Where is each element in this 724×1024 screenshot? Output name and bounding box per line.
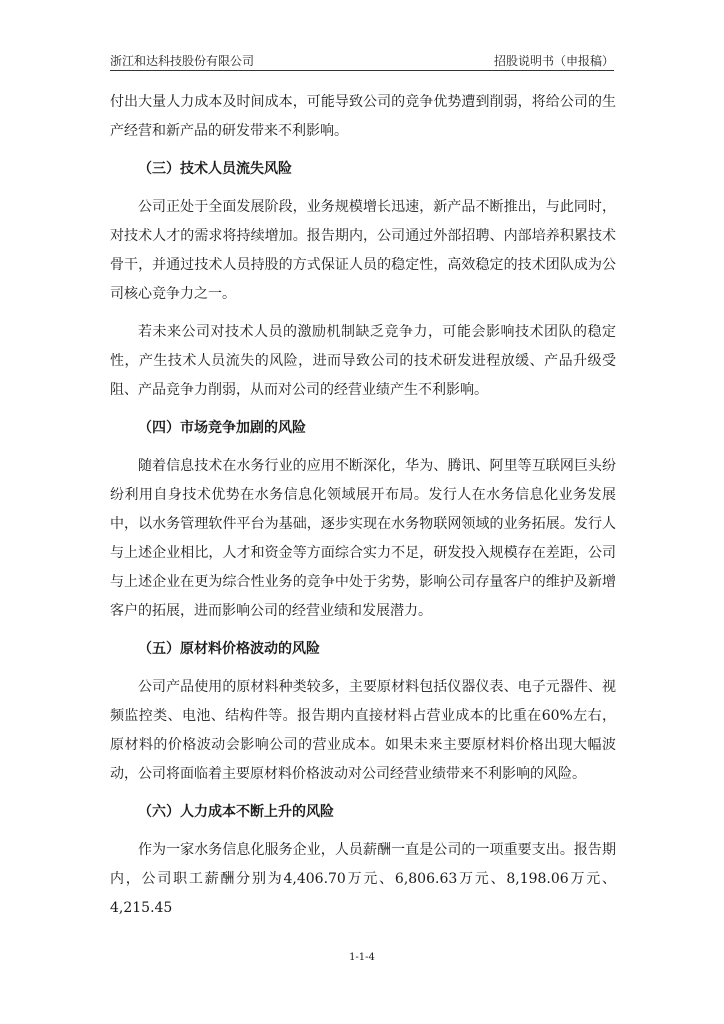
paragraph: 若未来公司对技术人员的激励机制缺乏竞争力，可能会影响技术团队的稳定性，产生技术人员流失的风险，进而导致公司的技术研发进程放缓、产品升级受阻、产品竞争力削弱，从而对公司的经营业绩产生不利影响。: [110, 324, 616, 398]
paragraph: 作为一家水务信息化服务企业，人员薪酬一直是公司的一项重要支出。报告期内，公司职工薪酬分别为4,406.70万元、6,806.63万元、8,198.06万元、4,215.45: [110, 842, 616, 916]
heading-market-competition-risk: （四）市场竞争加剧的风险: [138, 420, 306, 436]
heading-tech-staff-loss-risk: （三）技术人员流失风险: [138, 161, 292, 177]
header-company-name: 浙江和达科技股份有限公司: [110, 54, 255, 68]
page-header: [110, 52, 614, 70]
heading-labor-cost-risk: （六）人力成本不断上升的风险: [138, 804, 334, 820]
page-number: 1-1-4: [349, 952, 375, 963]
page-body: [110, 88, 616, 932]
header-document-title: 招股说明书（申报稿）: [493, 54, 614, 68]
paragraph: 随着信息技术在水务行业的应用不断深化，华为、腾讯、阿里等互联网巨头纷纷利用自身技术优势在水务信息化领域展开布局。发行人在水务信息化业务发展中，以水务管理软件平台为基础，逐步实现在水务物联网领域的业务拓展。发行人与上述企业相比，人才和资金等方面综合实力不足，研发投入规模存在差距，公司与上述企业在更为综合性业务的竞争中处于劣势，影响公司存量客户的维护及新增客户的拓展，进而影响公司的经营业绩和发展潜力。: [110, 458, 616, 619]
continued-paragraph: 付出大量人力成本及时间成本，可能导致公司的竞争优势遭到削弱，将给公司的生产经营和新产品的研发带来不利影响。: [110, 94, 616, 139]
heading-raw-material-price-risk: （五）原材料价格波动的风险: [138, 641, 320, 657]
header-rule: [110, 70, 614, 71]
paragraph: 公司正处于全面发展阶段，业务规模增长迅速，新产品不断推出，与此同时，对技术人才的需求将持续增加。报告期内，公司通过外部招聘、内部培养积累技术骨干，并通过技术人员持股的方式保证人员的稳定性，高效稳定的技术团队成为公司核心竞争力之一。: [110, 199, 616, 302]
paragraph: 公司产品使用的原材料种类较多，主要原材料包括仪器仪表、电子元器件、视频监控类、电池、结构件等。报告期内直接材料占营业成本的比重在60%左右，原材料的价格波动会影响公司的营业成本。如果未来主要原材料价格出现大幅波动，公司将面临着主要原材料价格波动对公司经营业绩带来不利影响的风险。: [110, 679, 616, 782]
